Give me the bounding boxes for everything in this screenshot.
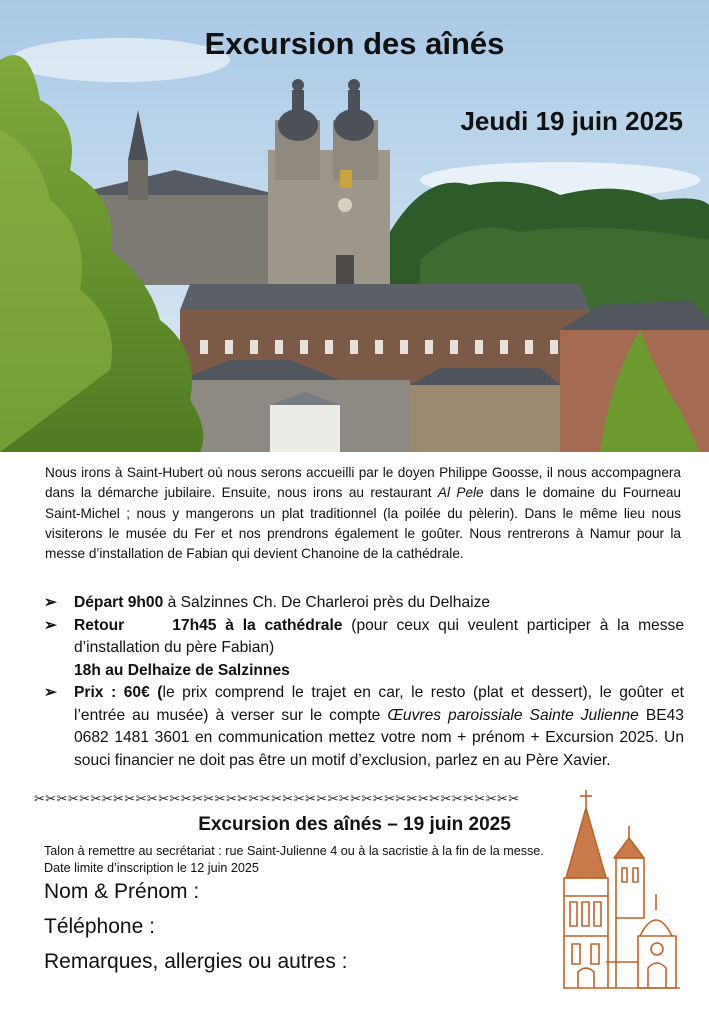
list-item-prix: [44, 682, 684, 772]
hero-photo: [0, 0, 709, 452]
arrow-bullet-icon: ➢: [44, 594, 58, 611]
prix-label: Prix : 60€ (: [74, 684, 163, 701]
retour-text: (pour ceux qui veulent participer à la messe d’installation du père Fabian): [74, 616, 684, 656]
phone-field-label: Téléphone :: [44, 915, 155, 938]
scissors-cut-line: ✂✂✂✂✂✂✂✂✂✂✂✂✂✂✂✂✂✂✂✂✂✂✂✂✂✂✂✂✂✂✂✂✂✂✂✂✂✂✂✂✂✂✂: [34, 791, 520, 806]
name-field-label: Nom & Prénom :: [44, 880, 200, 903]
arrow-bullet-icon: ➢: [44, 616, 58, 634]
depart-text: à Salzinnes Ch. De Charleroi près du Delhaize: [163, 594, 491, 611]
depart-label: Départ 9h00: [74, 594, 164, 611]
remarks-field-label: Remarques, allergies ou autres :: [44, 950, 348, 973]
intro-paragraph: [45, 463, 681, 564]
info-list: [44, 592, 684, 772]
list-item-retour-delhaize: [44, 660, 684, 683]
intro-text-part2: dans le domaine du Fourneau Saint-Michel ; nous y mangerons un plat traditionnel (la poilée du pèlerin). Dans le même lieu nous visiterons le musée du Fer et nos prendrons également le goûter. Nous rentrerons à Namur pour la messe d’installation de Fabian qui devient Chanoine de la cathédrale.: [45, 485, 681, 562]
prix-text-2: BE43 0682 1481 3601 en communication mettez votre nom + prénom + Excursion 2025. Un souci financier ne doit pas être un motif d’exclusion, parlez en au Père Xavier.: [74, 706, 684, 769]
account-name: Œuvres paroissiale Sainte Julienne: [387, 706, 639, 724]
arrow-bullet-icon: ➢: [44, 684, 58, 701]
coupon-title: Excursion des aînés – 19 juin 2025: [198, 814, 511, 835]
retour-label: Retour: [74, 616, 125, 634]
church-drawing-icon: [556, 786, 688, 996]
list-item-retour: [44, 615, 684, 660]
page-title: Excursion des aînés: [204, 26, 505, 61]
retour-time-delhaize: 18h au Delhaize de Salzinnes: [74, 661, 290, 679]
restaurant-name: Al Pele: [437, 485, 484, 501]
prix-text: le prix comprend le trajet en car, le resto (plat et dessert), le goûter et l’entrée au musée) à verser sur le compte: [74, 684, 684, 724]
retour-time-cathedral: 17h45 à la cathédrale: [172, 616, 343, 634]
basilica-photo: [0, 0, 709, 452]
list-item-depart: [44, 592, 684, 615]
coupon-instructions: Talon à remettre au secrétariat : rue Saint-Julienne 4 ou à la sacristie à la fin de la messe. Date limite d’inscription le 12 juin 2025: [44, 844, 544, 875]
event-date: Jeudi 19 juin 2025: [460, 106, 683, 136]
intro-text-part1: Nous irons à Saint-Hubert où nous serons accueilli par le doyen Philippe Goosse, il nous accompagnera dans la démarche jubilaire. Ensuite, nous irons au restaurant: [45, 465, 681, 501]
